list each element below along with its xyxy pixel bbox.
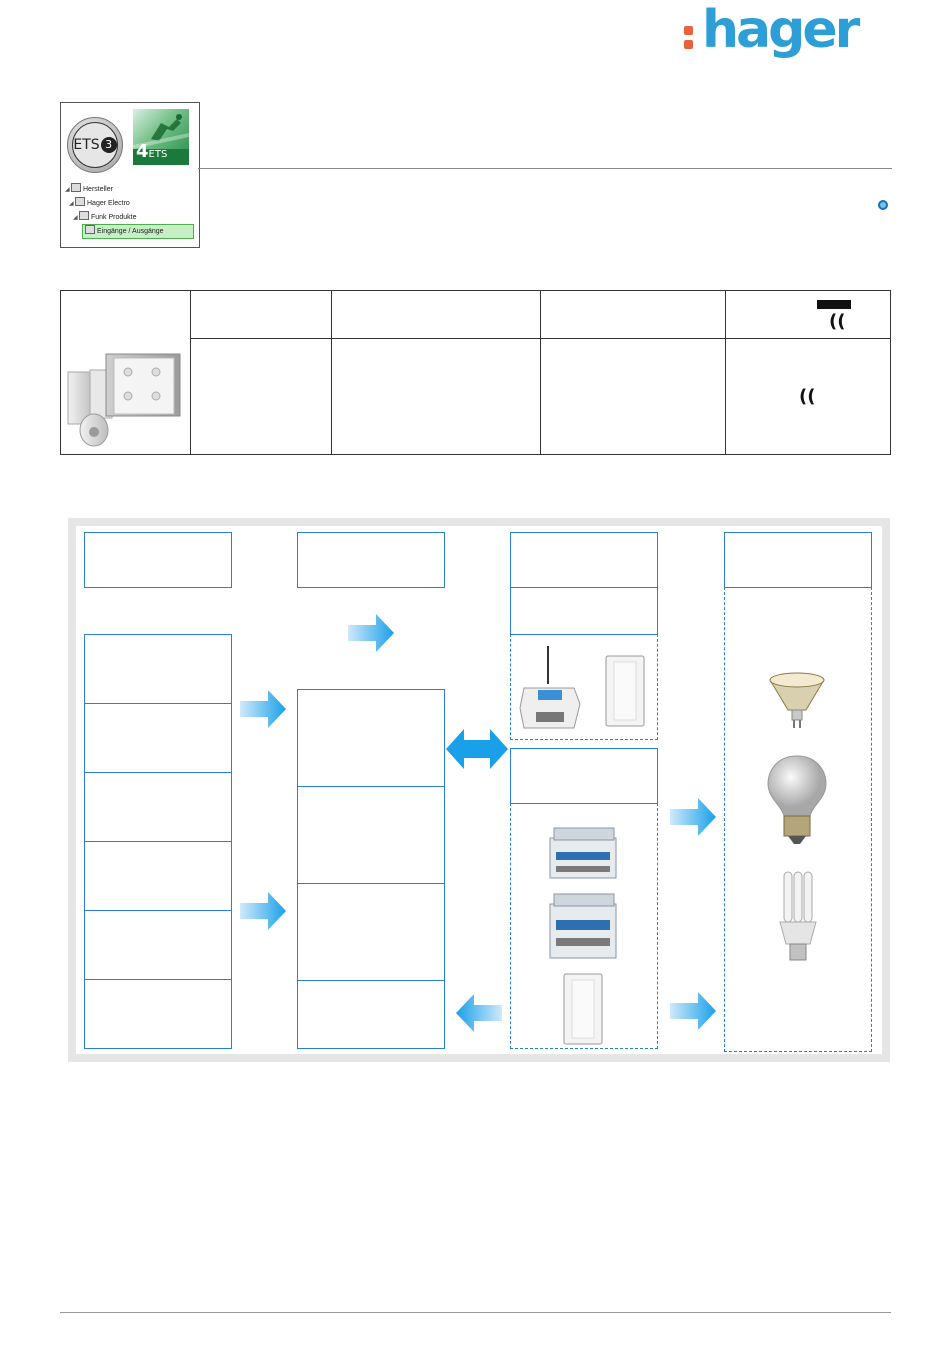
folder-icon — [79, 211, 89, 220]
ets4-sub: ETS — [148, 149, 168, 160]
function-box — [84, 841, 232, 911]
folder-icon — [85, 225, 95, 234]
channel-box — [297, 786, 445, 884]
radio-transmitter-icon-block — [817, 300, 851, 309]
ets4-logo — [133, 109, 189, 165]
function-box — [84, 910, 232, 980]
tree-item-funk-produkte[interactable]: ◢ Funk Produkte — [73, 211, 137, 223]
folder-icon — [75, 197, 85, 206]
incandescent-bulb-image — [766, 754, 828, 846]
function-box — [84, 703, 232, 773]
channel-box — [297, 689, 445, 787]
tree-item-eingaenge-ausgaenge[interactable]: Eingänge / Ausgänge — [85, 225, 164, 237]
arrow-bidirectional-icon — [446, 729, 508, 769]
ets3-logo — [67, 117, 123, 173]
quicklink-icon[interactable] — [878, 200, 888, 210]
arrow-right-icon — [348, 614, 396, 652]
arrow-right-icon — [240, 892, 288, 930]
tree-item-hager-electro[interactable]: ◢ Hager Electro — [69, 197, 130, 209]
energy-saving-lamp-image — [772, 870, 824, 966]
motion-detector-image — [66, 350, 184, 450]
arrow-right-icon — [670, 798, 718, 836]
function-box — [84, 634, 232, 704]
tree-item-hersteller[interactable]: ◢ Hersteller — [65, 183, 113, 195]
ets3-version: 3 — [101, 137, 117, 153]
radio-box-image — [562, 972, 606, 1046]
radio-box-image — [604, 654, 648, 728]
din-actuator-image — [548, 892, 620, 962]
halogen-lamp-image — [766, 672, 828, 730]
header-divider — [198, 168, 892, 169]
function-box — [84, 772, 232, 842]
arrow-right-icon — [670, 992, 718, 1030]
ets-software-panel — [60, 102, 200, 248]
channel-box — [297, 883, 445, 981]
radio-wave-icon: (( — [799, 386, 816, 407]
function-box — [84, 979, 232, 1049]
din-actuator-image — [548, 826, 620, 882]
product-table — [60, 290, 891, 455]
arrow-left-icon — [454, 994, 502, 1032]
channel-box — [297, 980, 445, 1049]
radio-wave-icon: (( — [829, 311, 846, 332]
logo-dot-bottom — [684, 40, 693, 49]
arrow-right-icon — [240, 690, 288, 728]
radio-module-image — [518, 644, 584, 732]
diagram-header-col4 — [724, 532, 872, 588]
subheader-box — [510, 748, 658, 804]
subheader-box — [510, 587, 658, 635]
ets3-label: ETS — [73, 137, 100, 153]
diagram-header-col3 — [510, 532, 658, 588]
system-diagram — [68, 518, 890, 1062]
hager-logo — [684, 0, 858, 62]
footer-divider — [60, 1312, 891, 1313]
diagram-header-col1 — [84, 532, 232, 588]
logo-dot-top — [684, 26, 693, 35]
diagram-header-col2 — [297, 532, 445, 588]
folder-icon — [71, 183, 81, 192]
ets4-label: 4 — [136, 141, 149, 162]
logo-text: hager — [702, 0, 858, 60]
